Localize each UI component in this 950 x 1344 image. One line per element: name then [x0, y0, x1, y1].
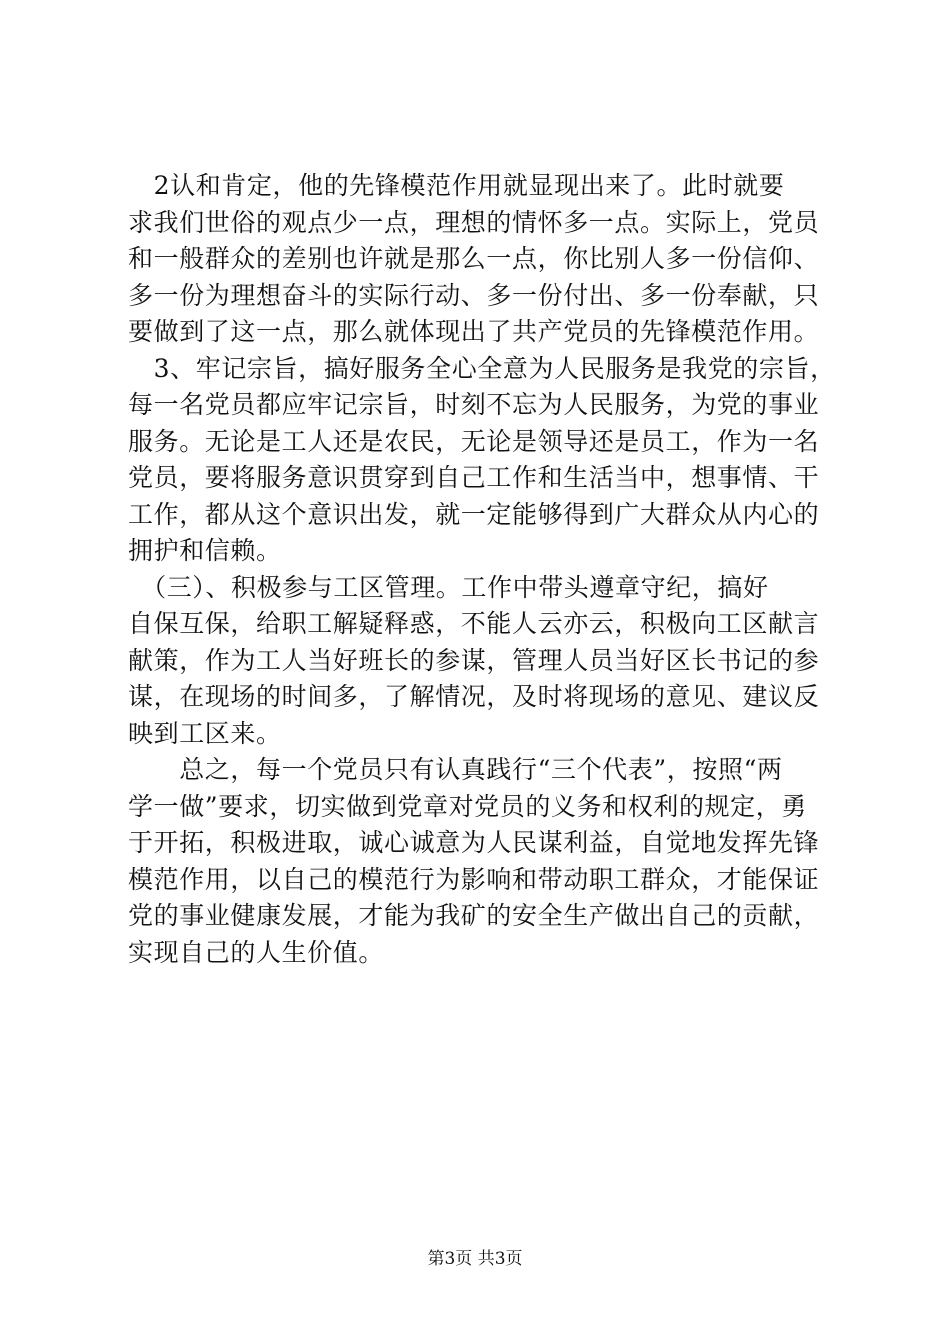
text-line: 3、牢记宗旨，搞好服务全心全意为人民服务是我党的宗旨，: [128, 353, 836, 383]
document-body: [128, 168, 836, 971]
text-line: （三）、积极参与工区管理。工作中带头遵章守纪，搞好: [128, 572, 769, 602]
text-line: 献策，作为工人当好班长的参谋，管理人员当好区长书记的参: [128, 645, 820, 675]
text-line: 和一般群众的差别也许就是那么一点，你比别人多一份信仰、: [128, 244, 820, 273]
text-line: 自保互保，给职工解疑释惑，不能人云亦云，积极向工区献言: [128, 609, 820, 638]
text-line: 党的事业健康发展，才能为我矿的安全生产做出自己的贡献，: [128, 901, 820, 930]
text-line: 多一份为理想奋斗的实际行动、多一份付出、多一份奉献，只: [128, 280, 820, 310]
text-line: 学一做”要求，切实做到党章对党员的义务和权利的规定，勇: [128, 791, 807, 821]
text-line: 服务。无论是工人还是农民，无论是领导还是员工，作为一名: [128, 426, 820, 456]
text-line: 拥护和信赖。: [128, 536, 282, 565]
text-line: 模范作用，以自己的模范行为影响和带动职工群众，才能保证: [128, 864, 820, 894]
text-line: 映到工区来。: [128, 718, 282, 748]
text-line: 要做到了这一点，那么就体现出了共产党员的先锋模范作用。: [128, 317, 820, 346]
text-line: 工作，都从这个意识出发，就一定能够得到广大群众从内心的: [128, 499, 820, 529]
text-line: 于开拓，积极进取，诚心诚意为人民谋利益，自觉地发挥先锋: [128, 828, 820, 857]
text-line: 求我们世俗的观点少一点，理想的情怀多一点。实际上，党员: [128, 207, 820, 237]
text-line: 实现自己的人生价值。: [128, 937, 385, 967]
text-line: 党员，要将服务意识贯穿到自己工作和生活当中，想事情、干: [128, 463, 820, 492]
text-line: 总之，每一个党员只有认真践行“三个代表”，按照“两: [128, 755, 783, 784]
text-line: 每一名党员都应牢记宗旨，时刻不忘为人民服务，为党的事业: [128, 390, 820, 419]
text-line: 2认和肯定，他的先锋模范作用就显现出来了。此时就要: [128, 171, 785, 200]
page-number-footer: 第3页 共3页: [427, 1249, 523, 1269]
text-line: 谋，在现场的时间多，了解情况，及时将现场的意见、建议反: [128, 682, 820, 711]
